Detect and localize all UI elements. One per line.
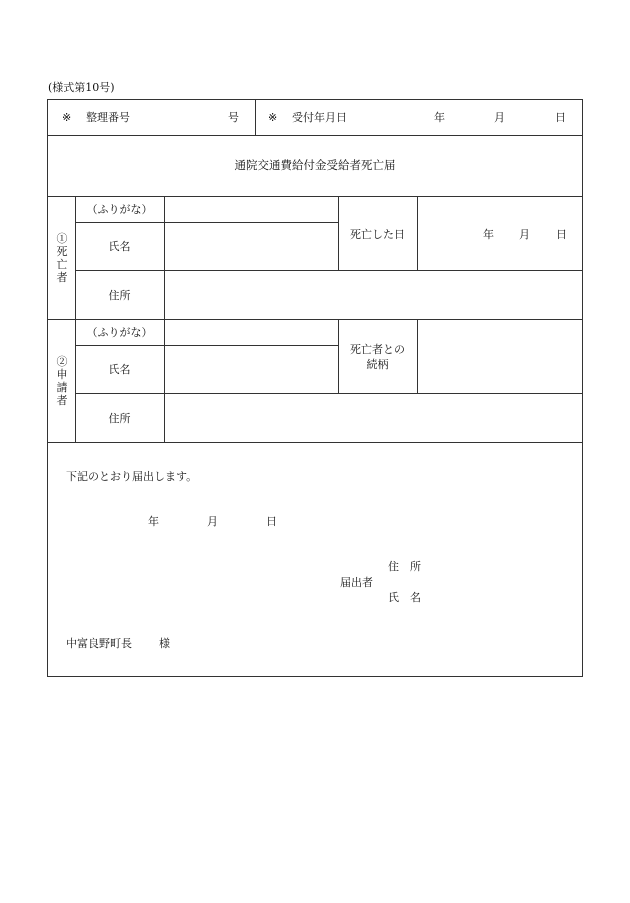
declaration-year-label: 年	[148, 515, 159, 528]
received-date-field[interactable]	[356, 104, 576, 132]
addressee-honorific: 様	[159, 637, 170, 650]
deceased-address-field[interactable]	[166, 272, 580, 318]
deceased-furigana-field[interactable]	[166, 198, 336, 221]
deceased-year-label: 年	[483, 228, 494, 241]
divider-header	[47, 135, 583, 136]
form-number: (様式第10号)	[48, 81, 115, 94]
divider-section2	[47, 442, 583, 443]
deceased-month-label: 月	[519, 228, 530, 241]
deceased-furigana-label: （ふりがな）	[86, 203, 153, 216]
deceased-address-label: 住所	[108, 289, 131, 302]
registry-number-field[interactable]	[140, 104, 224, 132]
divider-title	[47, 196, 583, 197]
applicant-name-label: 氏名	[108, 363, 131, 376]
registry-number-label: 整理番号	[86, 111, 130, 124]
s2-furigana-line	[75, 345, 339, 346]
received-month-label: 月	[494, 111, 505, 124]
notifier-name-field[interactable]	[428, 587, 578, 605]
addressee: 中富良野町長	[66, 637, 132, 650]
deceased-section-label: ①死亡者	[56, 232, 68, 284]
deceased-name-label: 氏名	[108, 240, 131, 253]
declaration-month-label: 月	[207, 515, 218, 528]
s2-field-col	[164, 319, 165, 443]
declaration-statement: 下記のとおり届出します。	[66, 470, 198, 483]
declaration-date-field[interactable]	[100, 510, 290, 532]
s2-relation-col-right	[417, 319, 418, 394]
notifier-label: 届出者	[340, 576, 373, 589]
received-day-label: 日	[555, 111, 566, 124]
notifier-address-label: 住 所	[388, 560, 421, 573]
s2-name-line	[75, 393, 583, 394]
applicant-relation-field[interactable]	[419, 321, 581, 392]
applicant-section-label: ②申請者	[56, 355, 68, 407]
divider-section1	[47, 319, 583, 320]
table-border-right	[582, 99, 583, 677]
header-divider	[255, 99, 256, 136]
applicant-relation-label-line1: 死亡者との	[350, 343, 405, 356]
notifier-address-field[interactable]	[428, 556, 578, 574]
s1-name-line	[75, 270, 583, 271]
form-title: 通院交通費給付金受給者死亡届	[234, 158, 396, 172]
declaration-day-label: 日	[266, 515, 277, 528]
received-year-label: 年	[434, 111, 445, 124]
applicant-address-label: 住所	[108, 412, 131, 425]
deceased-date-label: 死亡した日	[350, 228, 405, 241]
applicant-furigana-field[interactable]	[166, 321, 336, 344]
deceased-day-label: 日	[556, 228, 567, 241]
registry-number-suffix: 号	[228, 111, 239, 124]
registry-mark: ※	[62, 111, 72, 124]
table-border-top	[47, 99, 583, 100]
received-date-label: 受付年月日	[292, 111, 347, 124]
table-border-bottom	[47, 676, 583, 677]
notifier-name-label: 氏 名	[388, 591, 421, 604]
applicant-address-field[interactable]	[166, 395, 580, 441]
s1-date-col-right	[417, 196, 418, 271]
deceased-name-field[interactable]	[166, 224, 336, 269]
applicant-relation-label-line2: 続柄	[366, 358, 389, 371]
applicant-furigana-label: （ふりがな）	[86, 326, 153, 339]
table-border-left	[47, 99, 48, 677]
s1-furigana-line	[75, 222, 339, 223]
applicant-name-field[interactable]	[166, 347, 336, 392]
received-mark: ※	[268, 111, 278, 124]
s2-relation-col-left	[338, 319, 339, 394]
s1-field-col	[164, 196, 165, 320]
